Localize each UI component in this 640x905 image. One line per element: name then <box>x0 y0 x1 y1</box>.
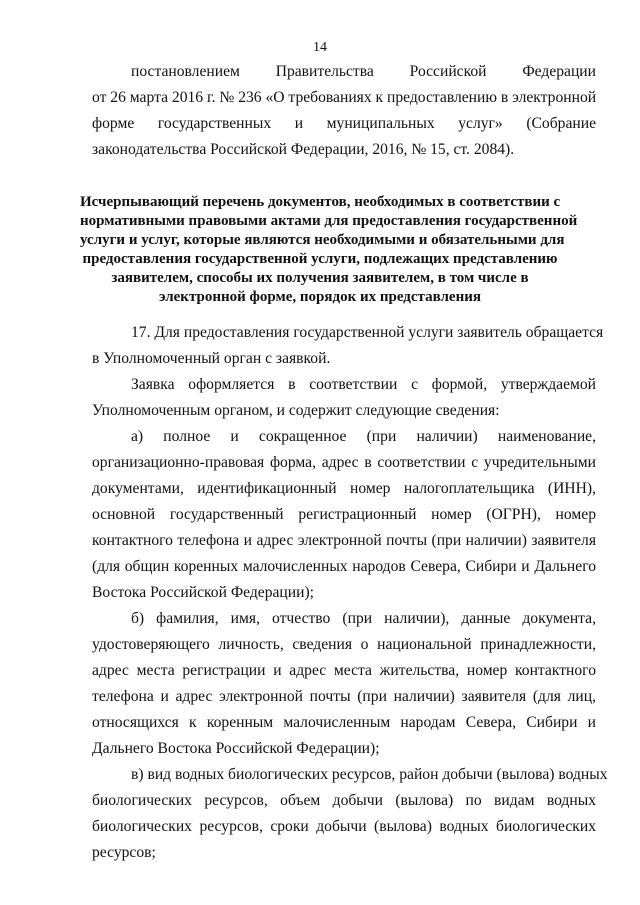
item-a-line: а) полное и сокращенное (при наличии) наименование, <box>131 428 596 445</box>
item-a-line: контактного телефона и адрес электронной почты (при наличии) заявителя <box>92 532 596 549</box>
item-a-line: организационно-правовая форма, адрес в соответствии с учредительными <box>92 454 596 471</box>
section-heading <box>80 193 578 307</box>
item-c-line: в) вид водных биологических ресурсов, район добычи (вылова) водных <box>131 766 608 783</box>
intro-line: постановлением Правительства Российской Федерации <box>131 63 596 80</box>
item-c-line: ресурсов; <box>92 844 156 861</box>
intro-line: законодательства Российской Федерации, 2016, № 15, ст. 2084). <box>92 141 515 158</box>
item-a-line: Востока Российской Федерации); <box>92 584 314 601</box>
intro-line: форме государственных и муниципальных услуг» (Собрание <box>92 115 596 132</box>
item-b-line: удостоверяющего личность, сведения о национальной принадлежности, <box>92 636 596 653</box>
item-c-line: биологических ресурсов, сроки добычи (вылова) водных биологических <box>92 818 596 835</box>
item-b-line: относящихся к коренным малочисленным народам Севера, Сибири и <box>92 714 596 731</box>
intro-paragraph <box>92 59 596 163</box>
item-a-line: (для общин коренных малочисленных народов Севера, Сибири и Дальнего <box>92 558 596 575</box>
item-c-line: биологических ресурсов, объем добычи (вылова) по видам водных <box>92 792 596 809</box>
item-b-line: телефона и адрес электронной почты (при наличии) заявителя (для лиц, <box>92 688 596 705</box>
item-a-line: документами, идентификационный номер налогоплательщика (ИНН), <box>92 480 596 497</box>
item-a-line: основной государственный регистрационный номер (ОГРН), номер <box>92 506 596 523</box>
heading-line: электронной форме, порядок их представления <box>159 289 481 305</box>
heading-line: заявителем, способы их получения заявителем, в том числе в <box>111 270 529 286</box>
heading-line: услуги и услуг, которые являются необходимыми и обязательными для <box>80 232 565 248</box>
paragraph-17-line: 17. Для предоставления государственной услуги заявитель обращается <box>131 324 604 341</box>
application-paragraph-line: Уполномоченным органом, и содержит следующие сведения: <box>92 402 500 419</box>
item-b-line: адрес места регистрации и адрес места жительства, номер контактного <box>92 662 596 679</box>
item-b-line: б) фамилия, имя, отчество (при наличии), данные документа, <box>131 610 596 627</box>
intro-line: от 26 марта 2016 г. № 236 «О требованиях к предоставлению в электронной <box>92 89 597 106</box>
body-text <box>92 320 608 866</box>
item-b-line: Дальнего Востока Российской Федерации); <box>92 740 380 757</box>
paragraph-17-line: в Уполномоченный орган с заявкой. <box>92 350 331 367</box>
page-number: 14 <box>313 40 327 55</box>
heading-line: нормативными правовыми актами для предоставления государственной <box>80 213 578 229</box>
heading-line: предоставления государственной услуги, подлежащих представлению <box>82 251 558 267</box>
heading-line: Исчерпывающий перечень документов, необходимых в соответствии с <box>80 194 561 210</box>
application-paragraph-line: Заявка оформляется в соответствии с формой, утверждаемой <box>131 376 596 393</box>
